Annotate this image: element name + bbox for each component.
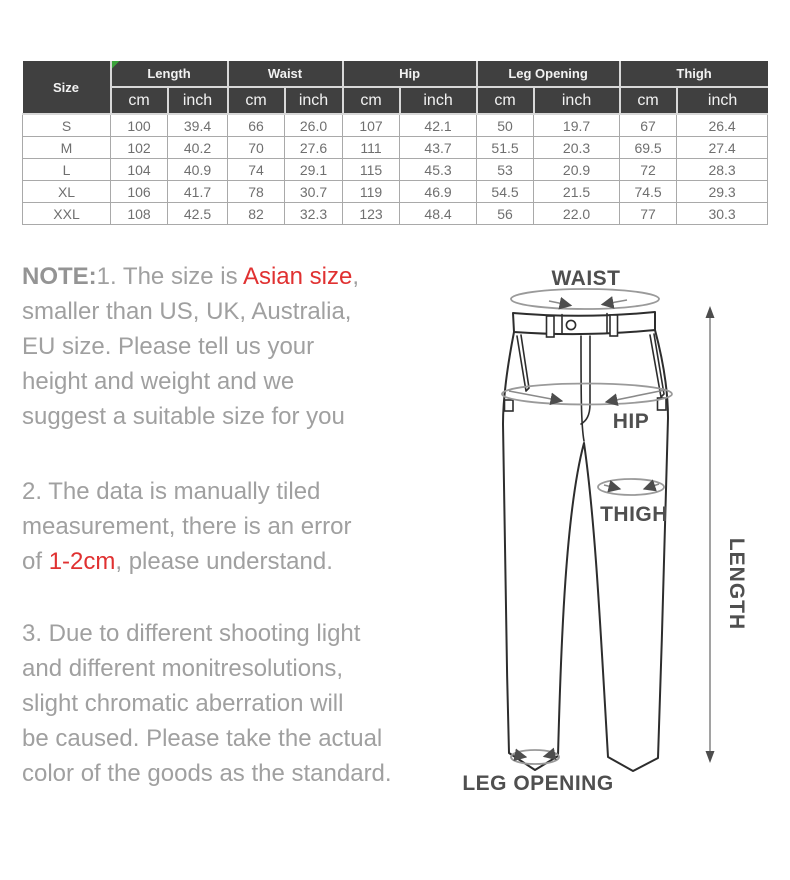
unit-header-row xyxy=(23,87,768,114)
value-cell: 67 xyxy=(620,114,677,137)
length-group-label: Length xyxy=(147,66,191,81)
table-row xyxy=(23,114,768,137)
note-1-text: , xyxy=(352,263,360,290)
value-cell: 111 xyxy=(343,137,400,159)
table-row xyxy=(23,203,768,225)
pants-measurement-diagram xyxy=(448,252,790,812)
note-1 xyxy=(22,259,392,434)
unit-header-cm: cm xyxy=(228,87,285,114)
value-cell: 53 xyxy=(477,159,534,181)
value-cell: 27.6 xyxy=(285,137,343,159)
value-cell: 82 xyxy=(228,203,285,225)
notes-section xyxy=(22,259,392,791)
unit-header-inch: inch xyxy=(677,87,768,114)
value-cell: 77 xyxy=(620,203,677,225)
note-3-line-3: slight chromatic aberration will xyxy=(22,690,344,717)
value-cell: 104 xyxy=(111,159,168,181)
belt-loop-right xyxy=(610,315,618,336)
note-2-text: , please understand. xyxy=(115,548,333,575)
value-cell: 20.3 xyxy=(534,137,620,159)
waist-group-label: Waist xyxy=(267,66,303,81)
table-row xyxy=(23,159,768,181)
value-cell: 45.3 xyxy=(400,159,477,181)
value-cell: 20.9 xyxy=(534,159,620,181)
value-cell: 46.9 xyxy=(400,181,477,203)
value-cell: 27.4 xyxy=(677,137,768,159)
note-3 xyxy=(22,616,392,791)
size-cell: XL xyxy=(23,181,111,203)
waistband xyxy=(513,312,655,334)
belt-loop-left xyxy=(547,316,555,337)
value-cell: 32.3 xyxy=(285,203,343,225)
note-label: NOTE: xyxy=(22,263,97,290)
waist-label: WAIST xyxy=(551,267,621,290)
value-cell: 41.7 xyxy=(168,181,228,203)
value-cell: 30.3 xyxy=(677,203,768,225)
value-cell: 30.7 xyxy=(285,181,343,203)
green-corner-marker-icon xyxy=(112,61,120,69)
thigh-label: THIGH xyxy=(600,503,668,526)
note-2-line-3 xyxy=(22,544,392,579)
note-3-line-5: color of the goods as the standard. xyxy=(22,760,392,787)
note-3-line-1: 3. Due to different shooting light xyxy=(22,620,361,647)
value-cell: 74 xyxy=(228,159,285,181)
hip-label: HIP xyxy=(612,410,650,433)
value-cell: 102 xyxy=(111,137,168,159)
note-2-line-2: measurement, there is an error xyxy=(22,513,352,540)
value-cell: 54.5 xyxy=(477,181,534,203)
value-cell: 22.0 xyxy=(534,203,620,225)
table-row xyxy=(23,181,768,203)
error-range-highlight: 1-2cm xyxy=(48,548,116,575)
leg-opening-group-header xyxy=(477,61,620,87)
value-cell: 72 xyxy=(620,159,677,181)
pants-body-outline xyxy=(503,330,668,771)
unit-header-inch: inch xyxy=(168,87,228,114)
size-table xyxy=(22,61,768,225)
value-cell: 39.4 xyxy=(168,114,228,137)
value-cell: 78 xyxy=(228,181,285,203)
value-cell: 40.2 xyxy=(168,137,228,159)
note-3-line-4: be caused. Please take the actual xyxy=(22,725,383,752)
value-cell: 48.4 xyxy=(400,203,477,225)
note-1-line-1 xyxy=(22,259,392,294)
note-2-line-1: 2. The data is manually tiled xyxy=(22,478,321,505)
value-cell: 69.5 xyxy=(620,137,677,159)
value-cell: 108 xyxy=(111,203,168,225)
size-column-header: Size xyxy=(23,61,111,114)
value-cell: 29.1 xyxy=(285,159,343,181)
unit-header-cm: cm xyxy=(111,87,168,114)
hip-group-header xyxy=(343,61,477,87)
value-cell: 26.4 xyxy=(677,114,768,137)
value-cell: 43.7 xyxy=(400,137,477,159)
value-cell: 26.0 xyxy=(285,114,343,137)
waist-ellipse xyxy=(511,289,659,309)
value-cell: 42.5 xyxy=(168,203,228,225)
value-cell: 70 xyxy=(228,137,285,159)
value-cell: 119 xyxy=(343,181,400,203)
length-group-header xyxy=(111,61,228,87)
leg-opening-label: LEG OPENING xyxy=(462,772,614,795)
value-cell: 106 xyxy=(111,181,168,203)
note-2-text: of xyxy=(22,548,49,575)
note-3-line-2: and different monitresolutions, xyxy=(22,655,344,682)
note-1-line-3: EU size. Please tell us your xyxy=(22,333,315,360)
note-1-line-2: smaller than US, UK, Australia, xyxy=(22,298,352,325)
asian-size-highlight: Asian size xyxy=(242,263,353,290)
note-1-text: 1. The size is xyxy=(96,263,243,290)
pocket-left-tab xyxy=(505,400,514,411)
unit-header-cm: cm xyxy=(343,87,400,114)
value-cell: 28.3 xyxy=(677,159,768,181)
waist-arrow-right xyxy=(602,300,627,305)
size-cell: L xyxy=(23,159,111,181)
waist-group-header xyxy=(228,61,343,87)
size-cell: S xyxy=(23,114,111,137)
size-cell: M xyxy=(23,137,111,159)
thigh-group-label: Thigh xyxy=(676,66,712,81)
note-1-line-4: height and weight and we xyxy=(22,368,295,395)
length-arrowhead-top xyxy=(706,306,715,318)
value-cell: 19.7 xyxy=(534,114,620,137)
value-cell: 107 xyxy=(343,114,400,137)
hip-group-label: Hip xyxy=(399,66,421,81)
length-arrowhead-bottom xyxy=(706,751,715,763)
value-cell: 123 xyxy=(343,203,400,225)
note-1-line-5: suggest a suitable size for you xyxy=(22,403,345,430)
button-icon xyxy=(566,320,575,329)
unit-header-inch: inch xyxy=(285,87,343,114)
value-cell: 29.3 xyxy=(677,181,768,203)
value-cell: 21.5 xyxy=(534,181,620,203)
value-cell: 51.5 xyxy=(477,137,534,159)
note-2 xyxy=(22,474,392,579)
value-cell: 74.5 xyxy=(620,181,677,203)
unit-header-cm: cm xyxy=(620,87,677,114)
waist-arrow-left xyxy=(549,301,571,306)
group-header-row xyxy=(23,61,768,87)
value-cell: 66 xyxy=(228,114,285,137)
value-cell: 42.1 xyxy=(400,114,477,137)
unit-header-inch: inch xyxy=(400,87,477,114)
thigh-group-header xyxy=(620,61,768,87)
value-cell: 56 xyxy=(477,203,534,225)
table-row xyxy=(23,137,768,159)
length-label: LENGTH xyxy=(725,537,748,631)
value-cell: 50 xyxy=(477,114,534,137)
value-cell: 40.9 xyxy=(168,159,228,181)
unit-header-inch: inch xyxy=(534,87,620,114)
leg-opening-group-label: Leg Opening xyxy=(508,66,588,81)
value-cell: 100 xyxy=(111,114,168,137)
size-cell: XXL xyxy=(23,203,111,225)
value-cell: 115 xyxy=(343,159,400,181)
unit-header-cm: cm xyxy=(477,87,534,114)
